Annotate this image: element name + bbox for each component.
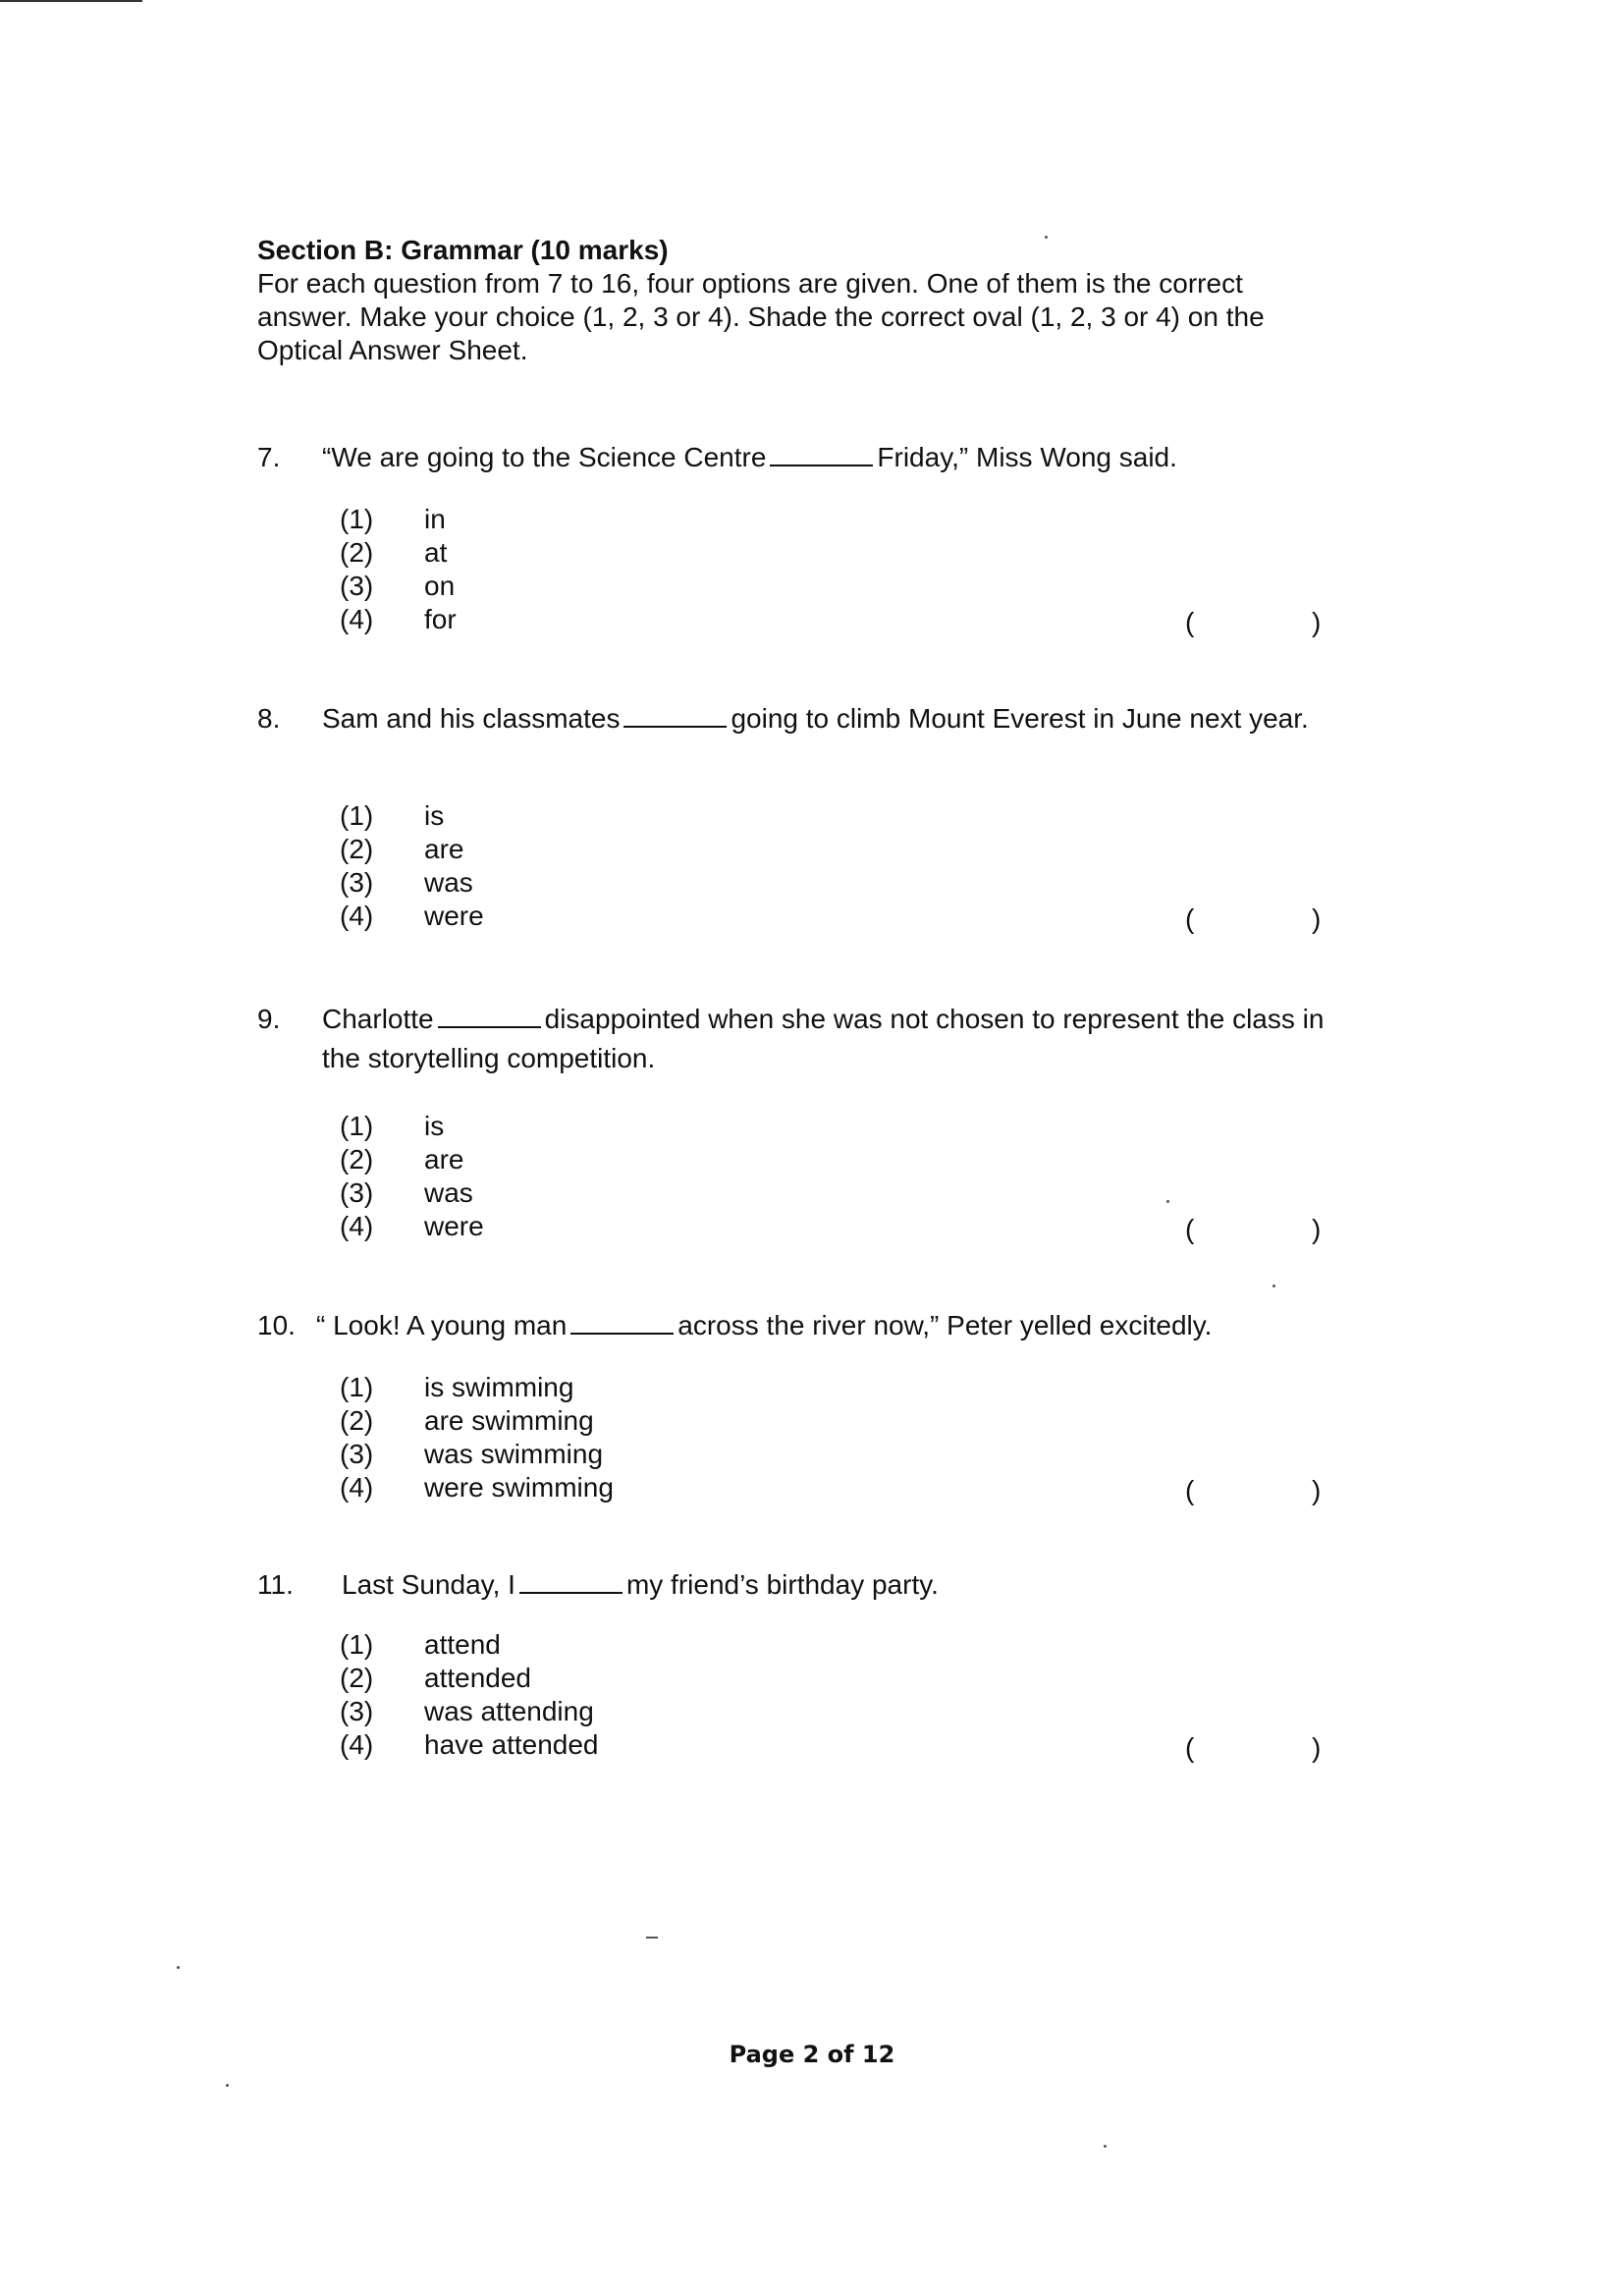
question-number: 10. xyxy=(257,1310,296,1340)
section-header xyxy=(257,234,1337,367)
scan-speck xyxy=(1104,2145,1107,2148)
question-stem: Charlotte disappointed when she was not chosen to represent the class in the storytelling competition. xyxy=(322,1004,1325,1073)
question-number: 11. xyxy=(257,1569,294,1600)
answer-bracket-close: ) xyxy=(1312,607,1322,637)
scan-speck xyxy=(1045,236,1048,239)
question-number: 8. xyxy=(257,703,281,734)
answer-bracket-close: ) xyxy=(1312,903,1322,934)
section-instructions: For each question from 7 to 16, four options are given. One of them is the correct answer. Make your choice (1, 2, 3 or 4). Shade the correct oval (1, 2, 3 or 4) on the Optical Answer Sheet. xyxy=(257,268,1265,365)
answer-blank xyxy=(623,704,727,728)
question-stem: Last Sunday, I my friend’s birthday party. xyxy=(342,1569,939,1600)
scan-speck xyxy=(1166,1200,1169,1203)
scan-speck xyxy=(226,2084,229,2087)
answer-blank xyxy=(770,443,873,466)
answer-blank xyxy=(519,1570,623,1594)
answer-bracket-open: ( xyxy=(1185,1475,1195,1505)
question-stem: “ Look! A young man across the river now,” Peter yelled excitedly. xyxy=(316,1310,1213,1340)
scan-speck xyxy=(177,1966,180,1969)
answer-bracket-open: ( xyxy=(1185,607,1195,637)
scan-speck xyxy=(646,1937,658,1939)
question-stem: “We are going to the Science Centre Friday,” Miss Wong said. xyxy=(322,442,1177,472)
section-title: Section B: Grammar (10 marks) xyxy=(257,235,669,265)
question-number: 9. xyxy=(257,1004,281,1034)
answer-bracket-open: ( xyxy=(1185,1214,1195,1244)
answer-bracket-close: ) xyxy=(1312,1475,1322,1505)
top-rule xyxy=(0,0,142,2)
page-number: Page 2 of 12 xyxy=(729,2041,895,2068)
answer-bracket-close: ) xyxy=(1312,1214,1322,1244)
answer-bracket-open: ( xyxy=(1185,1732,1195,1763)
answer-blank xyxy=(570,1311,674,1335)
answer-bracket-close: ) xyxy=(1312,1732,1322,1763)
question-number: 7. xyxy=(257,442,281,472)
scan-speck xyxy=(1272,1285,1275,1287)
question-stem: Sam and his classmates going to climb Mount Everest in June next year. xyxy=(322,703,1309,734)
answer-bracket-open: ( xyxy=(1185,903,1195,934)
answer-blank xyxy=(438,1005,541,1028)
